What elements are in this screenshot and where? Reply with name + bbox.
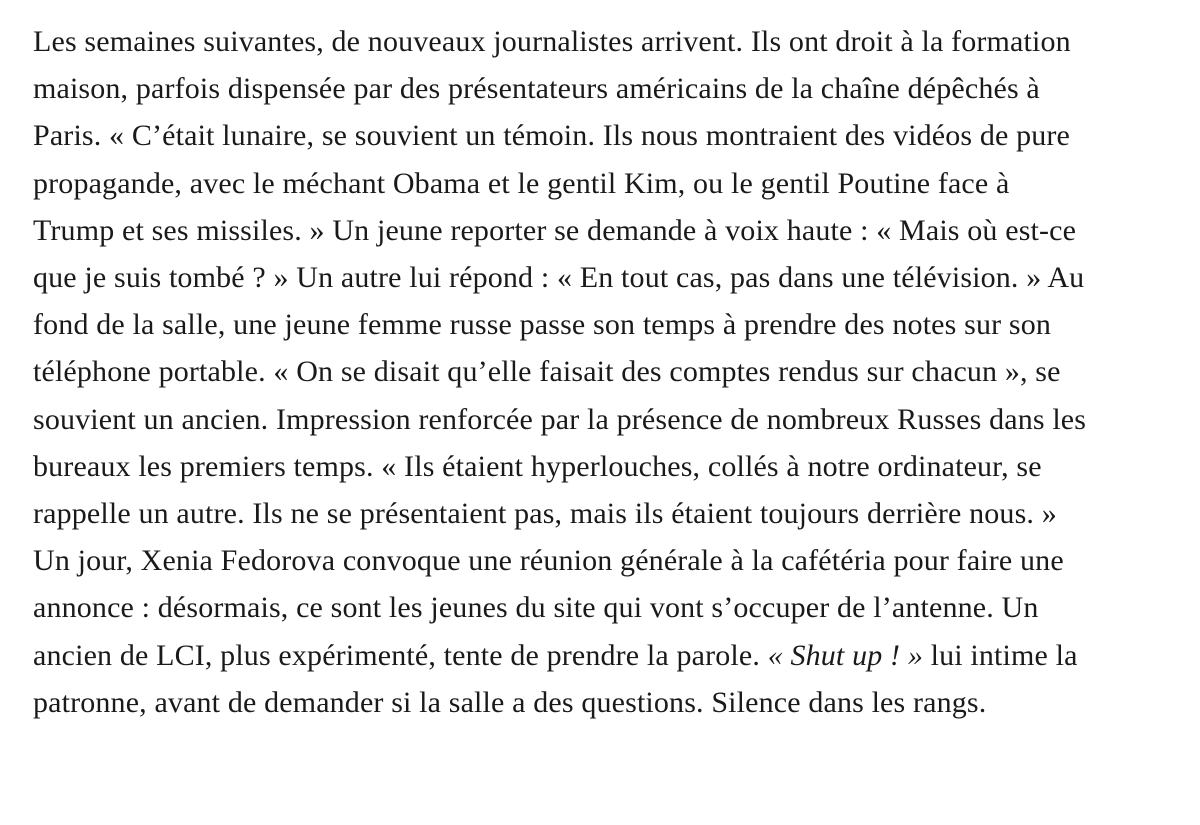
text-line-12: Un jour, Xenia Fedorova convoque une réunion générale à la cafétéria pour faire une — [33, 544, 1064, 578]
text-line-8: téléphone portable. « On se disait qu’elle faisait des comptes rendus sur chacun », se — [33, 355, 1061, 389]
text-line-7: fond de la salle, une jeune femme russe passe son temps à prendre des notes sur son — [33, 308, 1052, 342]
article-paragraph — [33, 18, 1200, 726]
text-line-14 — [33, 632, 1200, 679]
text-line-11: rappelle un autre. Ils ne se présentaient pas, mais ils étaient toujours derrière nous. » — [33, 497, 1057, 531]
text-line-2: maison, parfois dispensée par des présentateurs américains de la chaîne dépêchés à — [33, 72, 1040, 106]
text-line-14-start: ancien de LCI, plus expérimenté, tente de prendre la parole. — [33, 638, 768, 672]
text-line-9: souvient un ancien. Impression renforcée par la présence de nombreux Russes dans les — [33, 402, 1087, 436]
text-line-4: propagande, avec le méchant Obama et le gentil Kim, ou le gentil Poutine face à — [33, 166, 1010, 200]
text-line-10: bureaux les premiers temps. « Ils étaient hyperlouches, collés à notre ordinateur, se — [33, 449, 1042, 483]
text-line-15: patronne, avant de demander si la salle a des questions. Silence dans les rangs. — [33, 685, 987, 719]
shut-up-quote: « Shut up ! » — [767, 638, 923, 672]
text-line-14-end: lui intime la — [922, 638, 1078, 672]
text-line-13: annonce : désormais, ce sont les jeunes du site qui vont s’occuper de l’antenne. Un — [33, 591, 1039, 625]
text-line-1: Les semaines suivantes, de nouveaux journalistes arrivent. Ils ont droit à la formation — [33, 25, 1071, 58]
text-line-6: que je suis tombé ? » Un autre lui répond : « En tout cas, pas dans une télévision. » Au — [33, 261, 1085, 295]
text-line-3: Paris. « C’était lunaire, se souvient un témoin. Ils nous montraient des vidéos de pure — [33, 119, 1071, 153]
text-line-5: Trump et ses missiles. » Un jeune reporter se demande à voix haute : « Mais où est-ce — [33, 213, 1077, 247]
